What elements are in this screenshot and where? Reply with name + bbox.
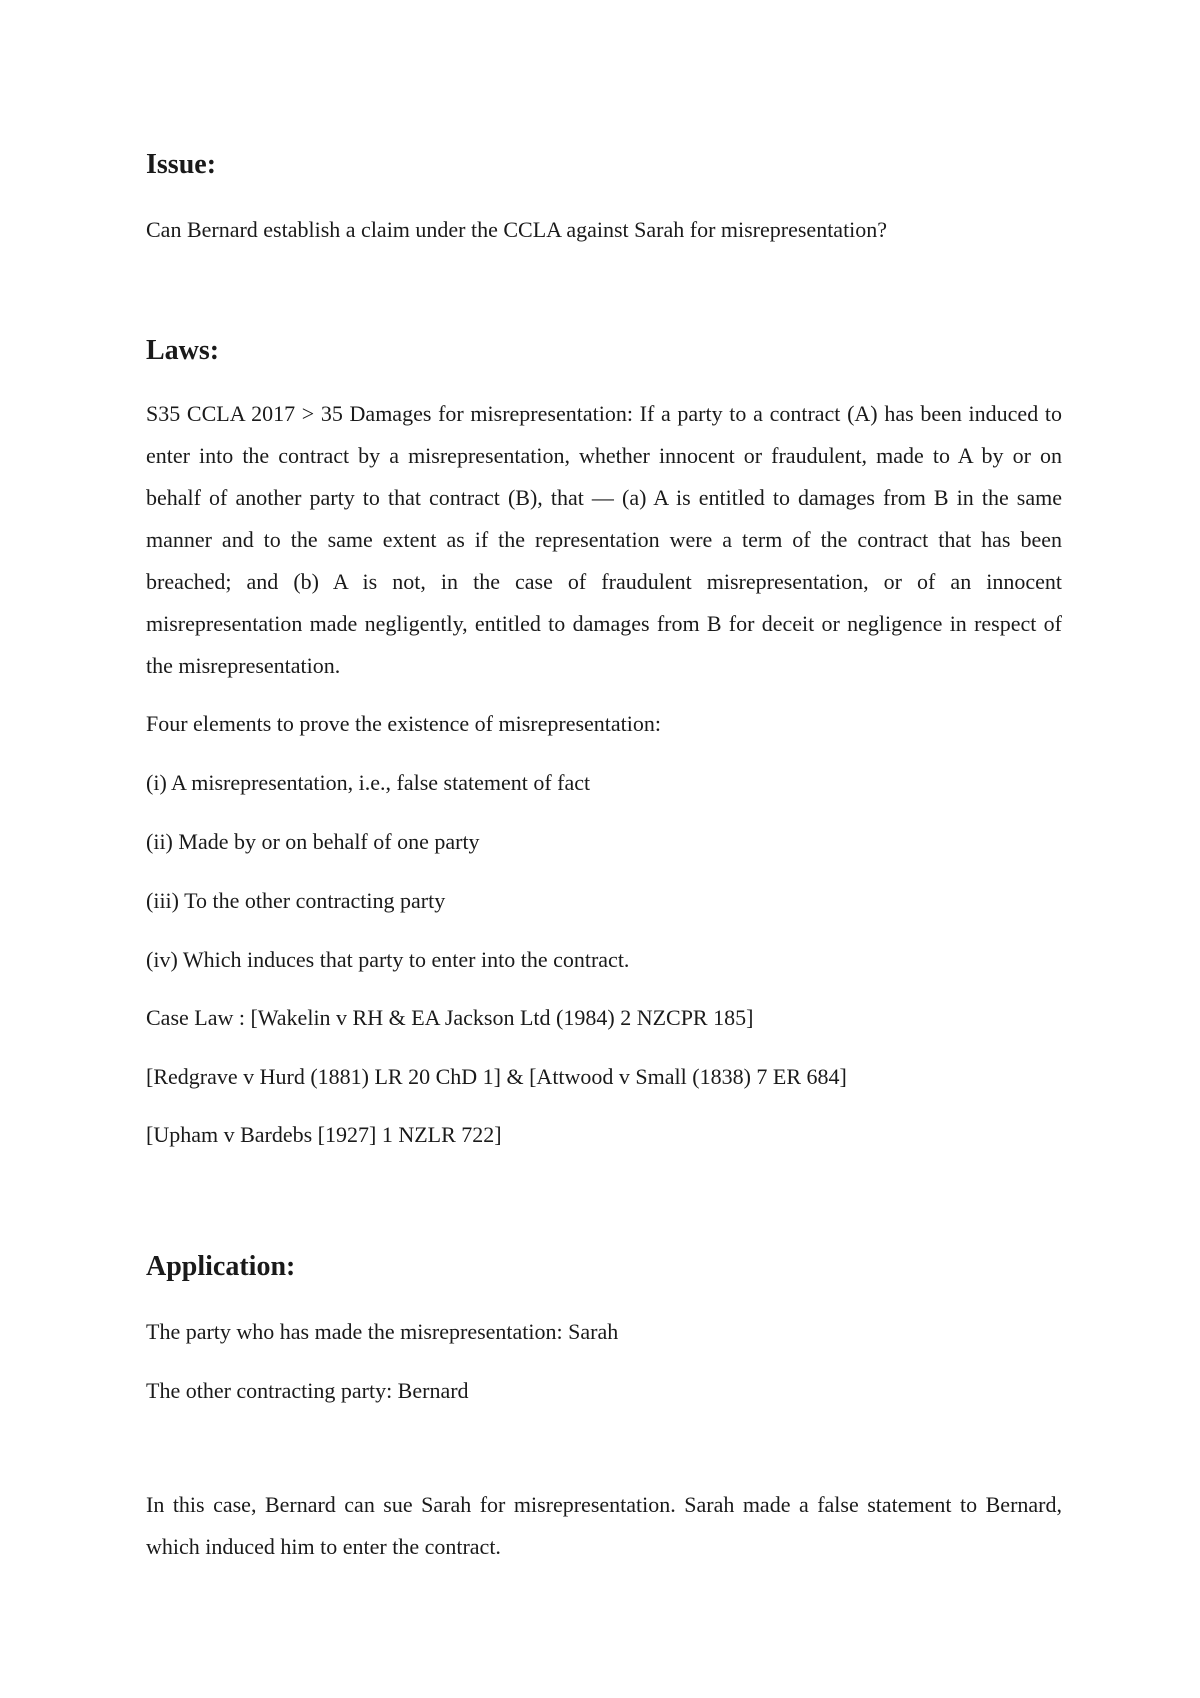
issue-question: Can Bernard establish a claim under the CCLA against Sarah for misrepresentation? — [146, 217, 888, 242]
elements-intro: Four elements to prove the existence of misrepresentation: — [146, 711, 662, 736]
element-item: (i) A misrepresentation, i.e., false statement of fact — [146, 770, 591, 795]
element-item: (iv) Which induces that party to enter into the contract. — [146, 947, 630, 972]
application-party-made: The party who has made the misrepresentation: Sarah — [146, 1319, 619, 1344]
element-item: (ii) Made by or on behalf of one party — [146, 829, 480, 854]
element-item: (iii) To the other contracting party — [146, 888, 446, 913]
issue-heading: Issue: — [146, 149, 217, 180]
application-heading: Application: — [146, 1251, 296, 1282]
case-law-line: Case Law : [Wakelin v RH & EA Jackson Ltd (1984) 2 NZCPR 185] — [146, 1005, 754, 1030]
laws-heading: Laws: — [146, 335, 220, 366]
statute-paragraph: S35 CCLA 2017 > 35 Damages for misrepresentation: If a party to a contract (A) has been induced to enter into the contract by a misrepresentation, whether innocent or fraudulent, made to A by or on behalf of another party to that contract (B), that — (a) A is entitled to damages from B in the same manner and to the same extent as if the representation were a term of the contract that has been breached; and (b) A is not, in the case of fraudulent misrepresentation, or of an innocent misrepresentation made negligently, entitled to damages from B for deceit or negligence in respect of the misrepresentation. — [146, 401, 1062, 678]
application-other-party: The other contracting party: Bernard — [146, 1378, 469, 1403]
case-law-line: [Redgrave v Hurd (1881) LR 20 ChD 1] & [Attwood v Small (1838) 7 ER 684] — [146, 1064, 847, 1089]
application-conclusion: In this case, Bernard can sue Sarah for misrepresentation. Sarah made a false statement to Bernard, which induced him to enter the contract. — [146, 1492, 1062, 1559]
case-law-line: [Upham v Bardebs [1927] 1 NZLR 722] — [146, 1122, 502, 1147]
